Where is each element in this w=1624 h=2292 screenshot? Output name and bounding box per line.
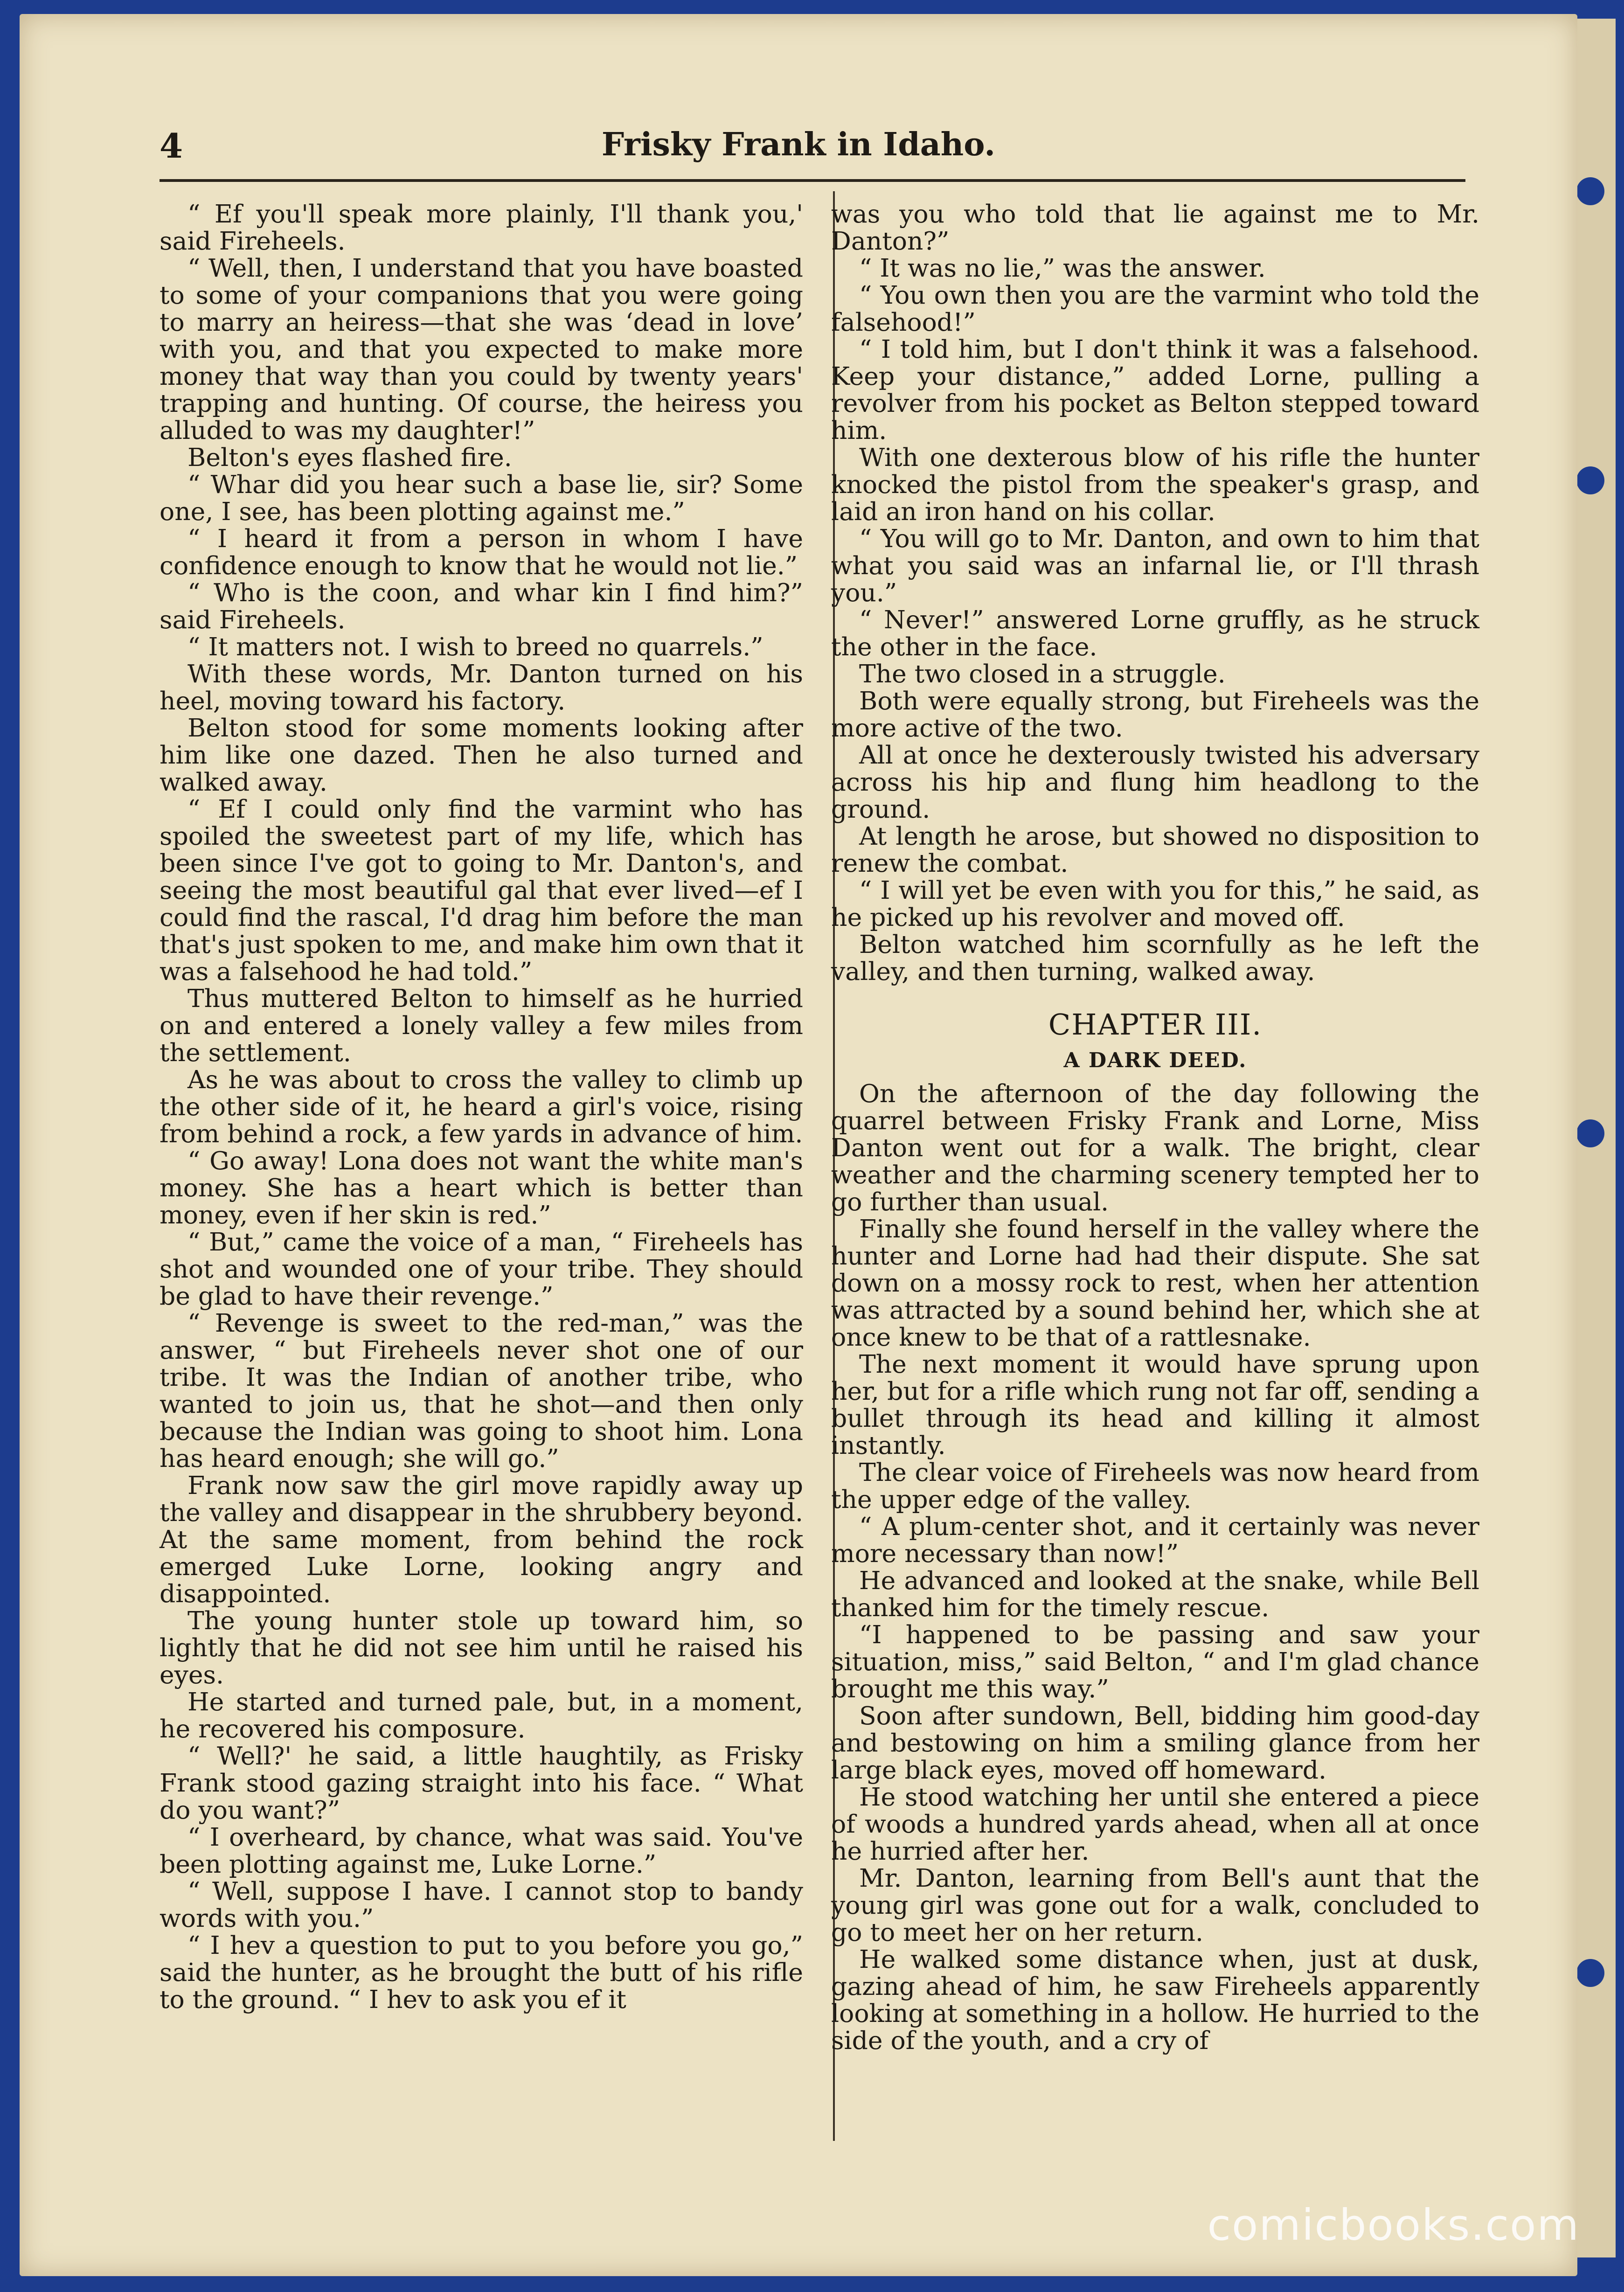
paragraph: Soon after sundown, Bell, bidding him good-day and bestowing on him a smiling glance from her large black eyes, moved off homeward. [831,1701,1479,1785]
paragraph: “ Whar did you hear such a base lie, sir? Some one, I see, has been plotting against me.” [160,470,803,526]
binding-hole [1576,177,1604,205]
paragraph: “ You own then you are the varmint who told the falsehood!” [831,280,1479,337]
left-column [160,201,803,2013]
paragraph: Mr. Danton, learning from Bell's aunt that the young girl was gone out for a walk, concluded to go to meet her on her return. [831,1863,1479,1947]
paragraph: “ It was no lie,” was the answer. [859,253,1266,283]
paragraph: “ Who is the coon, and whar kin I find him?” said Fireheels. [160,578,803,634]
binding-hole [1576,1119,1604,1147]
paragraph: All at once he dexterously twisted his adversary across his hip and flung him headlong to the ground. [831,740,1479,824]
paragraph: He stood watching her until she entered a piece of woods a hundred yards ahead, when all at once he hurried after her. [831,1782,1479,1866]
paragraph: Thus muttered Belton to himself as he hurried on and entered a lonely valley a few miles from the settlement. [160,984,803,1067]
paragraph: “ I told him, but I don't think it was a falsehood. Keep your distance,” added Lorne, pulling a revolver from his pocket as Belton stepped toward him. [831,334,1479,445]
paragraph: “ Revenge is sweet to the red-man,” was the answer, “ but Fireheels never shot one of our tribe. It was the Indian of another tribe, who wanted to join us, that he shot—and then only because the Indian was going to shoot him. Lona has heard enough; she will go.” [160,1308,803,1473]
header-rule [160,179,1465,182]
paragraph: The clear voice of Fireheels was now heard from the upper edge of the valley. [831,1458,1479,1514]
paragraph: “ Ef I could only find the varmint who has spoiled the sweetest part of my life, which has been since I've got to going to Mr. Danton's, and seeing the most beautiful gal that ever lived—ef I could find the rascal, I'd drag him before the man that's just spoken to me, and make him own that it was a falsehood he had told.” [160,794,803,986]
paragraph: As he was about to cross the valley to climb up the other side of it, he heard a girl's voice, rising from behind a rock, a few yards in advance of him. [160,1065,803,1148]
paragraph: Finally she found herself in the valley where the hunter and Lorne had had their dispute. She sat down on a mossy rock to rest, when her attention was attracted by a sound behind her, which she at once knew to be that of a rattlesnake. [831,1214,1479,1352]
paragraph: At length he arose, but showed no disposition to renew the combat. [831,821,1479,878]
running-title: Frisky Frank in Idaho. [601,126,996,163]
paragraph: He walked some distance when, just at dusk, gazing ahead of him, he saw Fireheels apparently looking at something in a hollow. He hurried to the side of the youth, and a cry of [831,1945,1479,2055]
paragraph: With one dexterous blow of his rifle the hunter knocked the pistol from the speaker's grasp, and laid an iron hand on his collar. [831,443,1479,526]
right-column-after-chapter [831,1080,1479,2054]
paragraph: “ Well, then, I understand that you have boasted to some of your companions that you were going to marry an heiress—that she was ‘dead in love’ with you, and that you expected to make more money that way than you could by twenty years' trapping and hunting. Of course, the heiress you alluded to was my daughter!” [160,253,803,445]
paragraph: was you who told that lie against me to Mr. Danton?” [831,199,1479,256]
paragraph: The next moment it would have sprung upon her, but for a rifle which rung not far off, sending a bullet through its head and killing it almost instantly. [831,1349,1479,1460]
paragraph: “ Never!” answered Lorne gruffly, as he struck the other in the face. [831,605,1479,661]
paragraph: Belton's eyes flashed fire. [187,443,512,472]
watermark: comicbooks.com [1207,2200,1580,2250]
paragraph: “ I overheard, by chance, what was said. You've been plotting against me, Luke Lorne.” [160,1822,803,1879]
paragraph: “ Well, suppose I have. I cannot stop to bandy words with you.” [160,1876,803,1933]
paragraph: Frank now saw the girl move rapidly away up the valley and disappear in the shrubbery beyond. At the same moment, from behind the rock emerged Luke Lorne, looking angry and disappointed. [160,1471,803,1608]
paragraph: “ I heard it from a person in whom I have confidence enough to know that he would not lie.” [160,524,803,580]
chapter-subheading: A DARK DEED. [1063,1049,1247,1072]
right-column [831,201,1479,2054]
paragraph: “ I hev a question to put to you before you go,” said the hunter, as he brought the butt of his rifle to the ground. “ I hev to ask you ef it [160,1931,803,2014]
paragraph: The young hunter stole up toward him, so lightly that he did not see him until he raised his eyes. [160,1606,803,1689]
page [20,14,1577,2276]
right-column-before-chapter [831,201,1479,985]
paragraph: The two closed in a struggle. [859,659,1226,688]
page-number: 4 [160,126,183,166]
paragraph: On the afternoon of the day following the quarrel between Frisky Frank and Lorne, Miss Danton went out for a walk. The bright, clear weather and the charming scenery tempted her to go further than usual. [831,1079,1479,1216]
paragraph: He started and turned pale, but, in a moment, he recovered his composure. [160,1687,803,1743]
paragraph: “ But,” came the voice of a man, “ Fireheels has shot and wounded one of your tribe. They should be glad to have their revenge.” [160,1227,803,1311]
binding-hole [1576,1959,1604,1987]
paragraph: Both were equally strong, but Fireheels was the more active of the two. [831,686,1479,743]
paragraph: Belton watched him scornfully as he left the valley, and then turning, walked away. [831,930,1479,986]
chapter-heading: CHAPTER III. [1048,1007,1263,1042]
running-head [20,126,1577,177]
paragraph: He advanced and looked at the snake, while Bell thanked him for the timely rescue. [831,1566,1479,1622]
paragraph: With these words, Mr. Danton turned on his heel, moving toward his factory. [160,659,803,715]
paragraph: “ A plum-center shot, and it certainly was never more necessary than now!” [831,1512,1479,1568]
paragraph: “ It matters not. I wish to breed no quarrels.” [187,632,763,661]
paragraph: “ I will yet be even with you for this,” he said, as he picked up his revolver and moved off. [831,875,1479,932]
binding-hole [1576,466,1604,494]
paragraph: “ Ef you'll speak more plainly, I'll thank you,' said Fireheels. [160,199,803,256]
paragraph: “ Well?' he said, a little haughtily, as Frisky Frank stood gazing straight into his face. “ What do you want?” [160,1741,803,1825]
paragraph: “ Go away! Lona does not want the white man's money. She has a heart which is better than money, even if her skin is red.” [160,1146,803,1229]
paragraph: Belton stood for some moments looking after him like one dazed. Then he also turned and walked away. [160,713,803,797]
paragraph: “ You will go to Mr. Danton, and own to him that what you said was an infarnal lie, or I'll thrash you.” [831,524,1479,607]
paragraph: “I happened to be passing and saw your situation, miss,” said Belton, “ and I'm glad chance brought me this way.” [831,1620,1479,1703]
